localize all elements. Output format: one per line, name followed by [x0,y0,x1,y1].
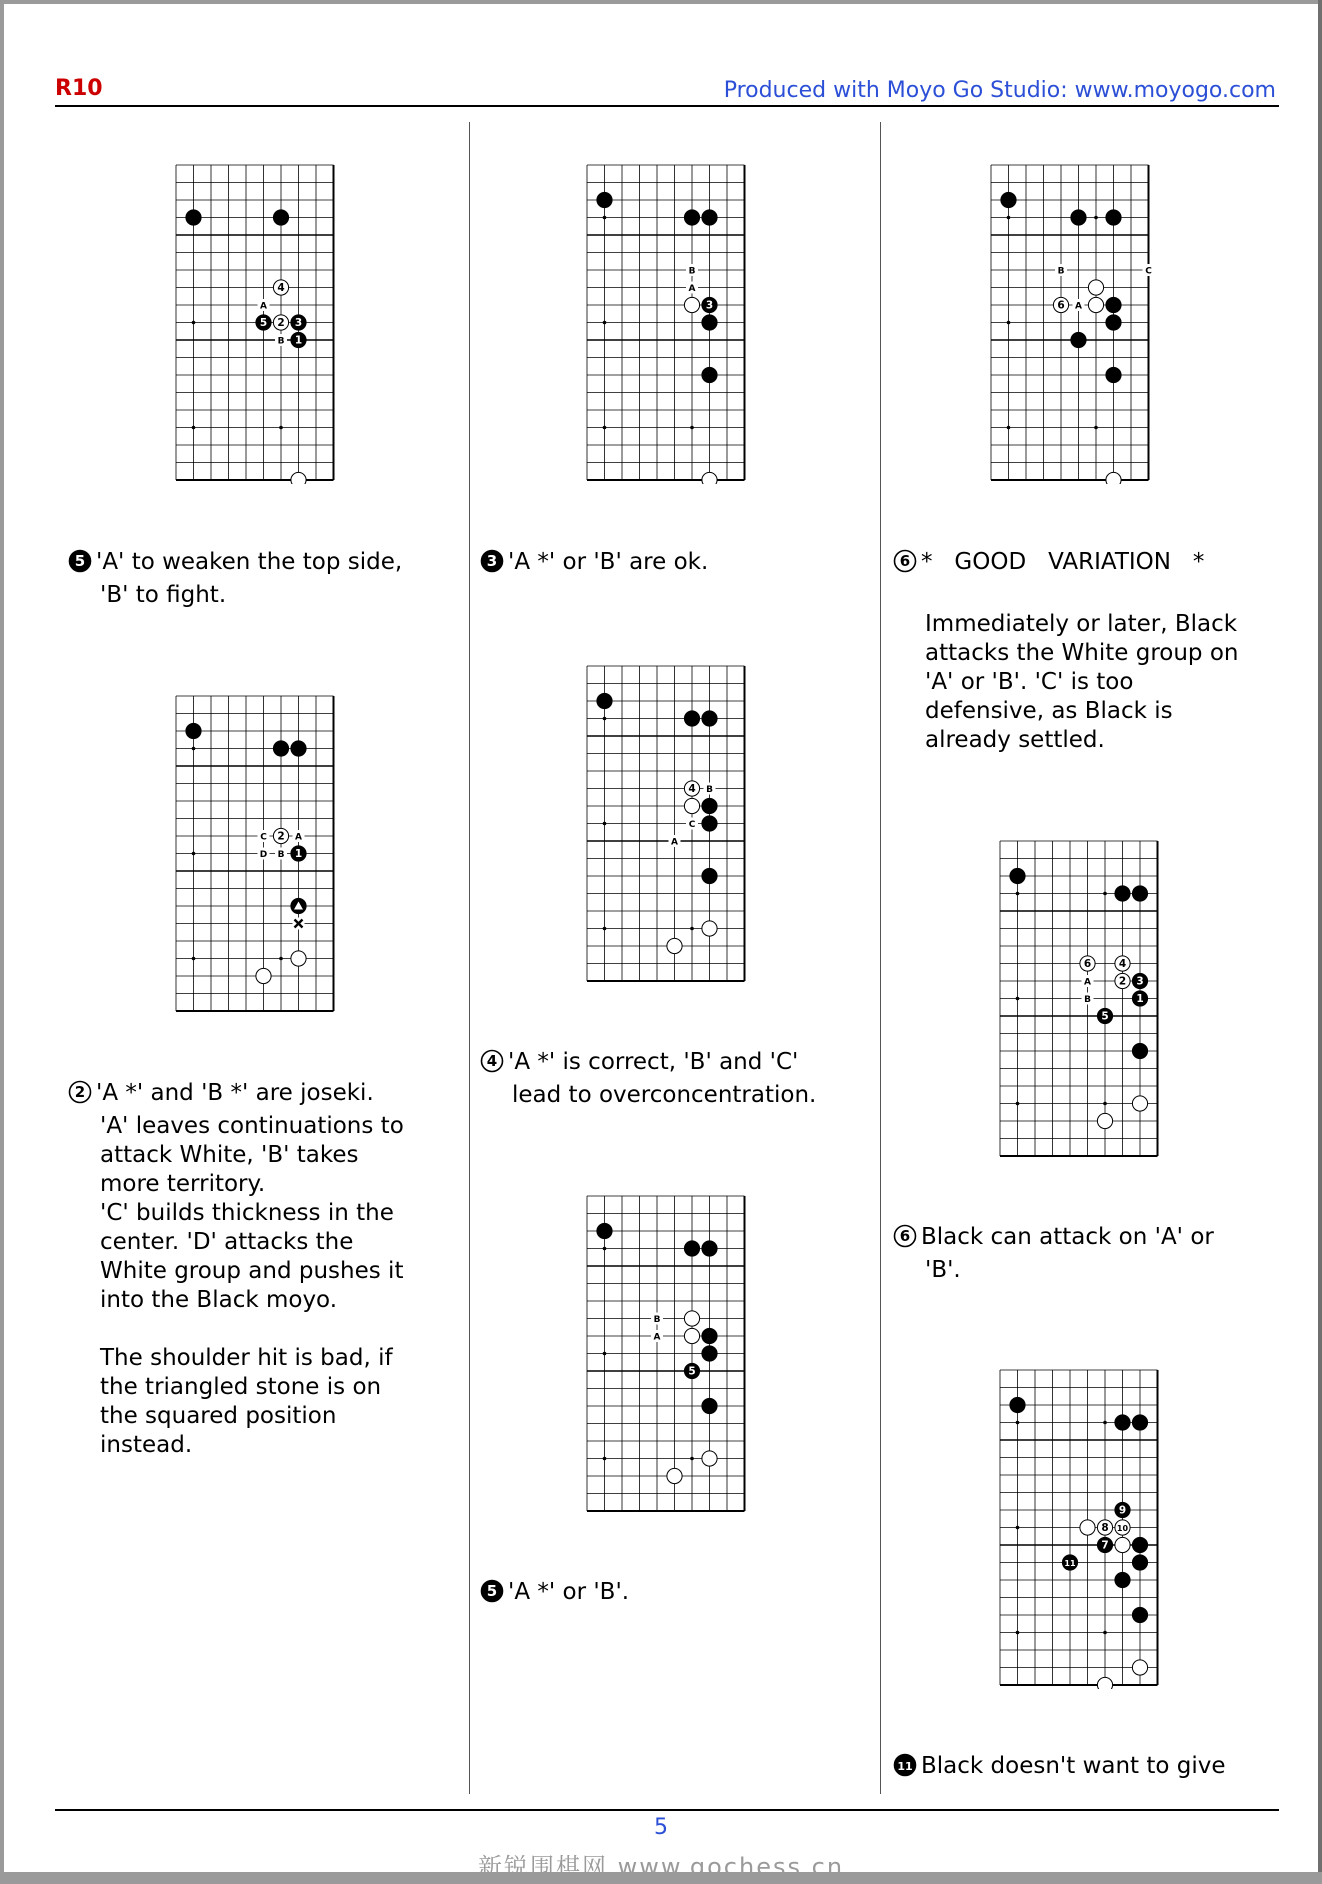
black-stone [1106,315,1121,330]
star-point [1016,1102,1020,1106]
stone-move-number: 4 [1118,958,1127,971]
star-point [1016,1421,1020,1425]
stone-move-number: 9 [1118,1504,1127,1517]
star-point [279,426,283,430]
board-letter-mark: A [1075,301,1082,312]
star-point [279,957,283,961]
white-stone [702,921,717,936]
white-stone [1088,280,1103,295]
move-marker-icon [480,1579,504,1611]
caption-heading: * GOOD VARIATION * [921,549,1205,575]
board-letter-mark: B [706,785,713,795]
marker-number: 5 [486,1582,498,1600]
star-point [1007,216,1011,220]
black-stone [1132,1043,1147,1058]
caption-line: 'A *' or 'B' are ok. [508,549,709,575]
marker-number: 2 [74,1083,86,1101]
black-stone [1132,1537,1147,1552]
caption-line: the triangled stone is on [100,1374,382,1400]
stone-move-number: 4 [688,783,696,796]
caption-line: 'A' or 'B'. 'C' is too [925,669,1134,695]
board-letter-mark: C [260,832,267,843]
white-stone [702,1451,717,1466]
black-stone [597,192,612,207]
board-letter-mark: C [1145,266,1152,277]
caption-line: lead to overconcentration. [512,1082,817,1108]
board-letter-mark: B [277,850,285,860]
black-stone [1115,886,1130,901]
marker-number: 6 [899,1227,911,1245]
header-rule [55,105,1279,107]
caption-line: 'A' to weaken the top side, [96,549,403,575]
move-marker-icon [480,549,504,581]
caption-line: Black can attack on 'A' or [921,1224,1214,1250]
caption-c5 [480,1048,850,1110]
stone-move-number: 5 [1101,1010,1109,1023]
move-marker-icon [68,549,92,581]
caption-line: attack White, 'B' takes [100,1142,359,1168]
black-stone [702,1328,717,1343]
star-point [1007,426,1011,430]
stone-move-number: 2 [277,317,285,330]
caption-line: 'C' builds thickness in the [100,1200,394,1226]
star-point [603,822,607,826]
black-stone [1010,1397,1025,1412]
footer-rule [55,1809,1279,1811]
column-divider-1 [469,122,470,1794]
board-letter-mark: C [688,820,696,830]
caption-line: White group and pushes it [100,1258,404,1284]
board-letter-mark: B [1084,995,1091,1005]
star-point [1103,1421,1107,1425]
caption-c7 [480,1578,850,1611]
board-letter-mark: A [653,1332,661,1343]
black-stone [702,210,717,225]
caption-line: attacks the White group on [925,640,1239,666]
star-point [1094,426,1098,430]
star-point [1016,892,1020,896]
caption-c6 [893,1223,1265,1285]
go-diagram [585,1194,749,1515]
white-stone [1106,472,1121,484]
marker-number: 3 [486,552,498,570]
black-stone [1115,1415,1130,1430]
caption-line: instead. [100,1432,193,1458]
move-marker-icon [480,1049,504,1081]
board-letter-mark: A [671,837,678,848]
caption-line: center. 'D' attacks the [100,1229,354,1255]
caption-c1 [68,548,436,610]
stone-move-number: 5 [259,317,268,330]
caption-c8 [893,1752,1265,1785]
star-point [192,957,196,961]
star-point [603,927,607,931]
white-stone [291,951,306,966]
black-stone [1106,367,1121,382]
white-stone [1115,1537,1130,1552]
black-stone [702,868,717,883]
white-stone [684,1328,699,1343]
white-stone [256,968,271,983]
white-stone [1132,1096,1147,1111]
page-frame-right [1318,0,1322,1884]
black-stone [291,741,306,756]
go-diagram [989,163,1153,484]
black-stone [186,723,201,738]
header-page-code: R10 [55,76,103,101]
caption-line: 'A *' or 'B'. [508,1579,630,1605]
black-stone [702,1346,717,1361]
caption-line: 'A *' and 'B *' are joseki. [96,1080,374,1106]
black-stone [597,1223,612,1238]
page-number: 5 [654,1815,668,1840]
board-letter-mark: B [277,336,285,347]
caption-line: into the Black moyo. [100,1287,338,1313]
go-diagram [174,163,338,484]
stone-move-number: 1 [294,848,303,861]
white-stone [667,1468,682,1483]
marker-number: 4 [486,1052,498,1070]
stone-move-number: 2 [277,830,285,843]
black-stone [684,1241,699,1256]
black-stone [273,741,288,756]
stone-move-number: 1 [1136,993,1144,1006]
stone-move-number: 4 [277,282,285,295]
star-point [1103,1631,1107,1635]
stone-move-number: 6 [1057,299,1065,312]
stone-move-number: 3 [705,299,714,312]
page-frame-left [0,0,4,1884]
black-stone [702,798,717,813]
star-point [1103,892,1107,896]
black-stone [1071,210,1086,225]
stone-move-number: 1 [294,334,303,347]
stone-move-number: 11 [1064,1559,1076,1569]
caption-line: The shoulder hit is bad, if [100,1345,393,1371]
star-point [603,1352,607,1356]
move-marker-icon [893,1753,917,1785]
caption-line: more territory. [100,1171,266,1197]
board-letter-mark: A [260,301,267,312]
board-letter-mark: A [688,284,696,294]
caption-line: 'B' to fight. [100,582,227,608]
black-stone [702,711,717,726]
black-stone [702,315,717,330]
white-stone [702,472,717,484]
board-letter-mark: D [259,850,268,860]
black-stone [1106,297,1121,312]
go-diagram [998,1368,1162,1689]
stone-move-number: 10 [1116,1524,1129,1534]
board-letter-mark: A [1084,977,1091,988]
white-stone [1080,1520,1095,1535]
caption-line: 'A' leaves continuations to [100,1113,404,1139]
black-stone [702,1398,717,1413]
caption-line: defensive, as Black is [925,698,1173,724]
go-diagram [998,839,1162,1160]
black-stone [1001,192,1016,207]
star-point [192,426,196,430]
go-diagram [174,694,338,1015]
board-letter-mark: A [295,832,302,843]
black-stone [1132,886,1147,901]
star-point [690,426,694,430]
watermark: 新锐围棋网 www.gochess.cn [477,1853,845,1881]
black-stone [1071,332,1086,347]
star-point [1094,216,1098,220]
marker-number: 6 [899,552,911,570]
black-stone [1132,1415,1147,1430]
column-divider-2 [880,122,881,1794]
move-marker-icon [893,549,917,581]
board-letter-mark: B [1057,266,1065,277]
star-point [603,216,607,220]
black-stone [273,210,288,225]
stone-move-number: 8 [1101,1522,1109,1535]
star-point [192,852,196,856]
white-stone [1088,297,1103,312]
black-stone [684,210,699,225]
star-point [1016,1526,1020,1530]
stone-move-number: 6 [1083,958,1092,971]
white-stone [1097,1677,1112,1689]
black-stone [702,1241,717,1256]
star-point [603,426,607,430]
star-point [603,717,607,721]
star-point [1016,997,1020,1001]
caption-c4 [68,1079,440,1460]
stone-move-number: 7 [1101,1539,1109,1552]
caption-line: 'A *' is correct, 'B' and 'C' [508,1049,799,1075]
caption-line: the squared position [100,1403,337,1429]
white-stone [684,297,699,312]
black-stone [1106,210,1121,225]
star-point [1103,1102,1107,1106]
caption-c2 [480,548,860,581]
go-diagram [585,664,749,985]
page-frame-top [0,0,1322,4]
stone-move-number: 3 [1136,975,1144,988]
star-point [690,1457,694,1461]
star-point [1007,321,1011,325]
black-stone [186,210,201,225]
caption-line: already settled. [925,727,1105,753]
white-stone [1097,1113,1112,1128]
header-producer-link[interactable]: Produced with Moyo Go Studio: www.moyogo.com [723,78,1276,103]
white-stone [684,1311,699,1326]
black-stone [684,711,699,726]
board-letter-mark: B [653,1315,661,1325]
white-stone [684,798,699,813]
white-stone [667,938,682,953]
star-point [192,747,196,751]
stone-move-number: 3 [294,317,303,330]
black-stone [702,816,717,831]
move-marker-icon [68,1080,92,1112]
star-point [603,1457,607,1461]
black-stone [1132,1607,1147,1622]
white-stone [1132,1660,1147,1675]
black-stone [1132,1555,1147,1570]
go-diagram [585,163,749,484]
caption-line: Immediately or later, Black [925,611,1238,637]
board-letter-mark: B [688,266,696,277]
caption-line: 'B'. [925,1257,961,1283]
black-stone [597,693,612,708]
star-point [192,321,196,325]
star-point [603,321,607,325]
marker-number: 11 [897,1760,913,1773]
black-stone [1115,1572,1130,1587]
star-point [690,927,694,931]
white-stone [291,472,306,484]
black-stone [702,367,717,382]
move-marker-icon [893,1224,917,1256]
stone-move-number: 5 [688,1365,696,1378]
star-point [1016,1631,1020,1635]
star-point [603,1247,607,1251]
caption-c3 [893,548,1265,755]
stone-move-number: 2 [1118,975,1127,988]
marker-number: 5 [74,552,86,570]
caption-line: Black doesn't want to give [921,1753,1226,1779]
black-stone [1010,868,1025,883]
